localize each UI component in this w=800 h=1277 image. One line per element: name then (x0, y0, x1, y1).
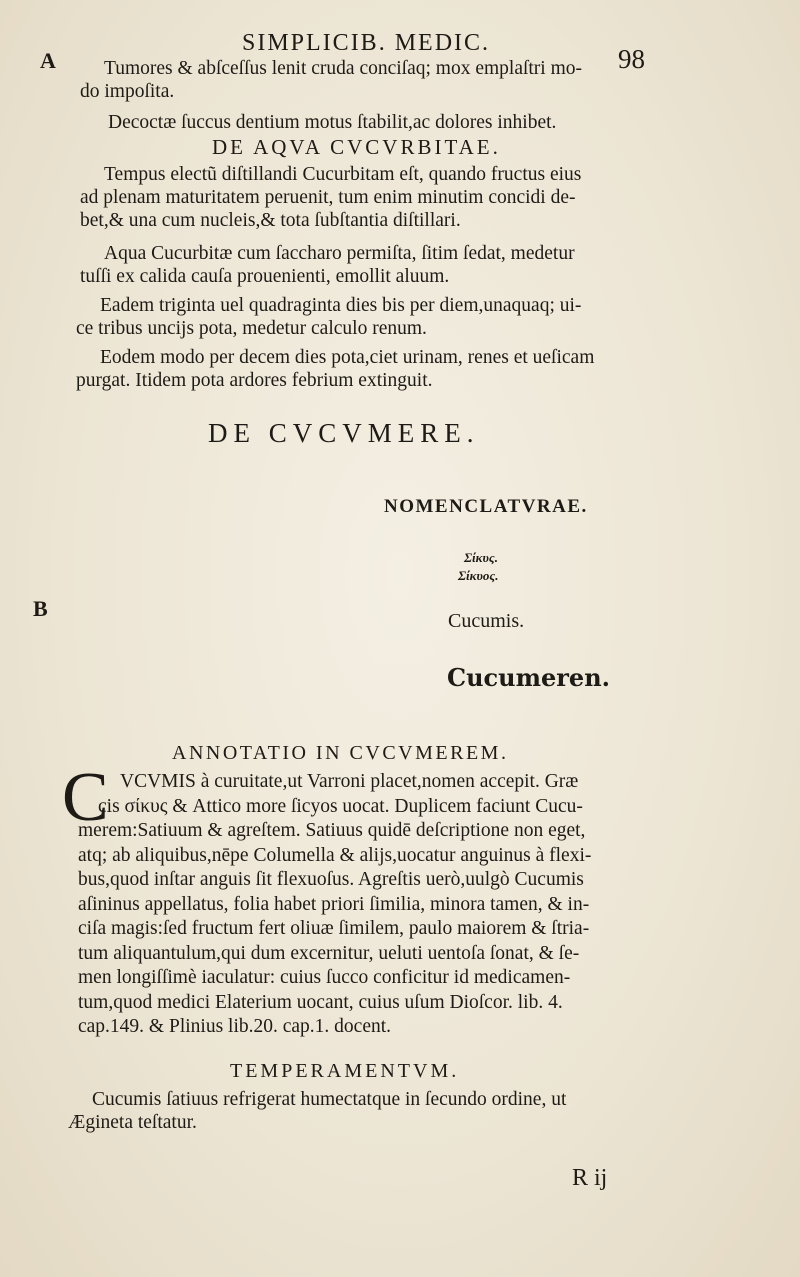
text-line: merem:Satiuum & agreſtem. Satiuus quidē deſcriptione non eget, (78, 820, 586, 841)
paragraph-tumores (80, 57, 740, 103)
paragraph-tempus (80, 163, 740, 232)
heading-aqua-cucurbitae: DE AQVA CVCVRBITAE. (212, 135, 501, 159)
margin-letter-b: B (33, 596, 48, 621)
text-line: atq; ab aliquibus,nēpe Columella & alijs,uocatur anguinus à flexi- (78, 844, 592, 866)
text-line: Tumores & abſceſſus lenit cruda conciſaq; mox emplaſtri mo- (104, 58, 583, 79)
paragraph-decocta (108, 111, 768, 134)
text-line: cap.149. & Plinius lib.20. cap.1. docent. (78, 1016, 392, 1037)
text-line: purgat. Itidem pota ardores febrium extinguit. (76, 370, 433, 391)
text-line: ciſa magis:ſed fructum fert oliuæ ſimilem, paulo maiorem & ſtria- (78, 918, 590, 939)
text-line: ad plenam maturitatem peruenit, tum enim minutim concidi de- (80, 187, 576, 208)
text-line: ce tribus uncijs pota, medetur calculo renum. (76, 318, 427, 339)
text-line: Ægineta teſtatur. (68, 1112, 197, 1133)
text-line: bus,quod inſtar anguis ſit flexuoſus. Agreſtis uerò,uulgò Cucumis (78, 869, 584, 890)
latin-name: Cucumis. (448, 610, 525, 632)
paragraph-eadem (76, 294, 736, 340)
page-number: 98 (618, 44, 645, 74)
greek-name-1: Σίκυς. (464, 550, 498, 565)
text-line: tum aliquantulum,qui dum excernitur, ueluti uentoſa ſonat, & ſe- (78, 942, 580, 964)
text-line: Tempus electũ diſtillandi Cucurbitam eſt, quando fructus eius (104, 164, 582, 185)
text-line: VCVMIS à curuitate,ut Varroni placet,nomen accepit. Græ (120, 771, 579, 792)
text-line: Eodem modo per decem dies pota,ciet urinam, renes et ueſicam (100, 347, 595, 368)
paragraph-cucumis-satiuus (68, 1088, 728, 1134)
text-line: tuſſi ex calida cauſa prouenienti, emollit aluum. (80, 266, 450, 287)
heading-nomenclaturae: NOMENCLATVRAE. (384, 496, 588, 517)
text-line: bet,& una cum nucleis,& tota ſubſtantia diſtillari. (80, 210, 461, 231)
running-title: SIMPLICIB. MEDIC. (242, 30, 491, 56)
text-line: men longiſſimè iaculatur: cuius ſucco conficitur id medicamen- (78, 967, 571, 988)
signature-mark: R ij (572, 1165, 608, 1191)
heading-annotatio: ANNOTATIO IN CVCVMEREM. (172, 742, 509, 764)
text-line: Aqua Cucurbitæ cum ſaccharo permiſta, ſitim ſedat, medetur (104, 243, 575, 264)
text-line: do impoſita. (80, 81, 175, 102)
text-line: tum,quod medici Elaterium uocant, cuius uſum Dioſcor. lib. 4. (78, 991, 563, 1013)
text-line: Decoctæ ſuccus dentium motus ſtabilit,ac dolores inhibet. (108, 112, 557, 133)
text-line: aſininus appellatus, folia habet priori ſimilia, minora tamen, & in- (78, 893, 590, 915)
margin-letter-a: A (40, 48, 56, 73)
text-line: Eadem triginta uel quadraginta dies bis per diem,unaquaq; ui- (100, 295, 582, 316)
text-line: cis σίκυς & Attico more ſicyos uocat. Duplicem faciunt Cucu- (98, 795, 583, 817)
heading-temperamentum: TEMPERAMENTVM. (230, 1060, 460, 1082)
greek-name-2: Σίκυος. (458, 568, 499, 583)
drop-cap: C (62, 759, 109, 836)
german-name: Cucumeren. (447, 663, 610, 692)
paragraph-eodem (76, 346, 736, 392)
paragraph-aqua (80, 242, 740, 288)
heading-de-cucumere: DE CVCVMERE. (208, 418, 480, 448)
text-line: Cucumis ſatiuus refrigerat humectatque in ſecundo ordine, ut (92, 1089, 567, 1110)
